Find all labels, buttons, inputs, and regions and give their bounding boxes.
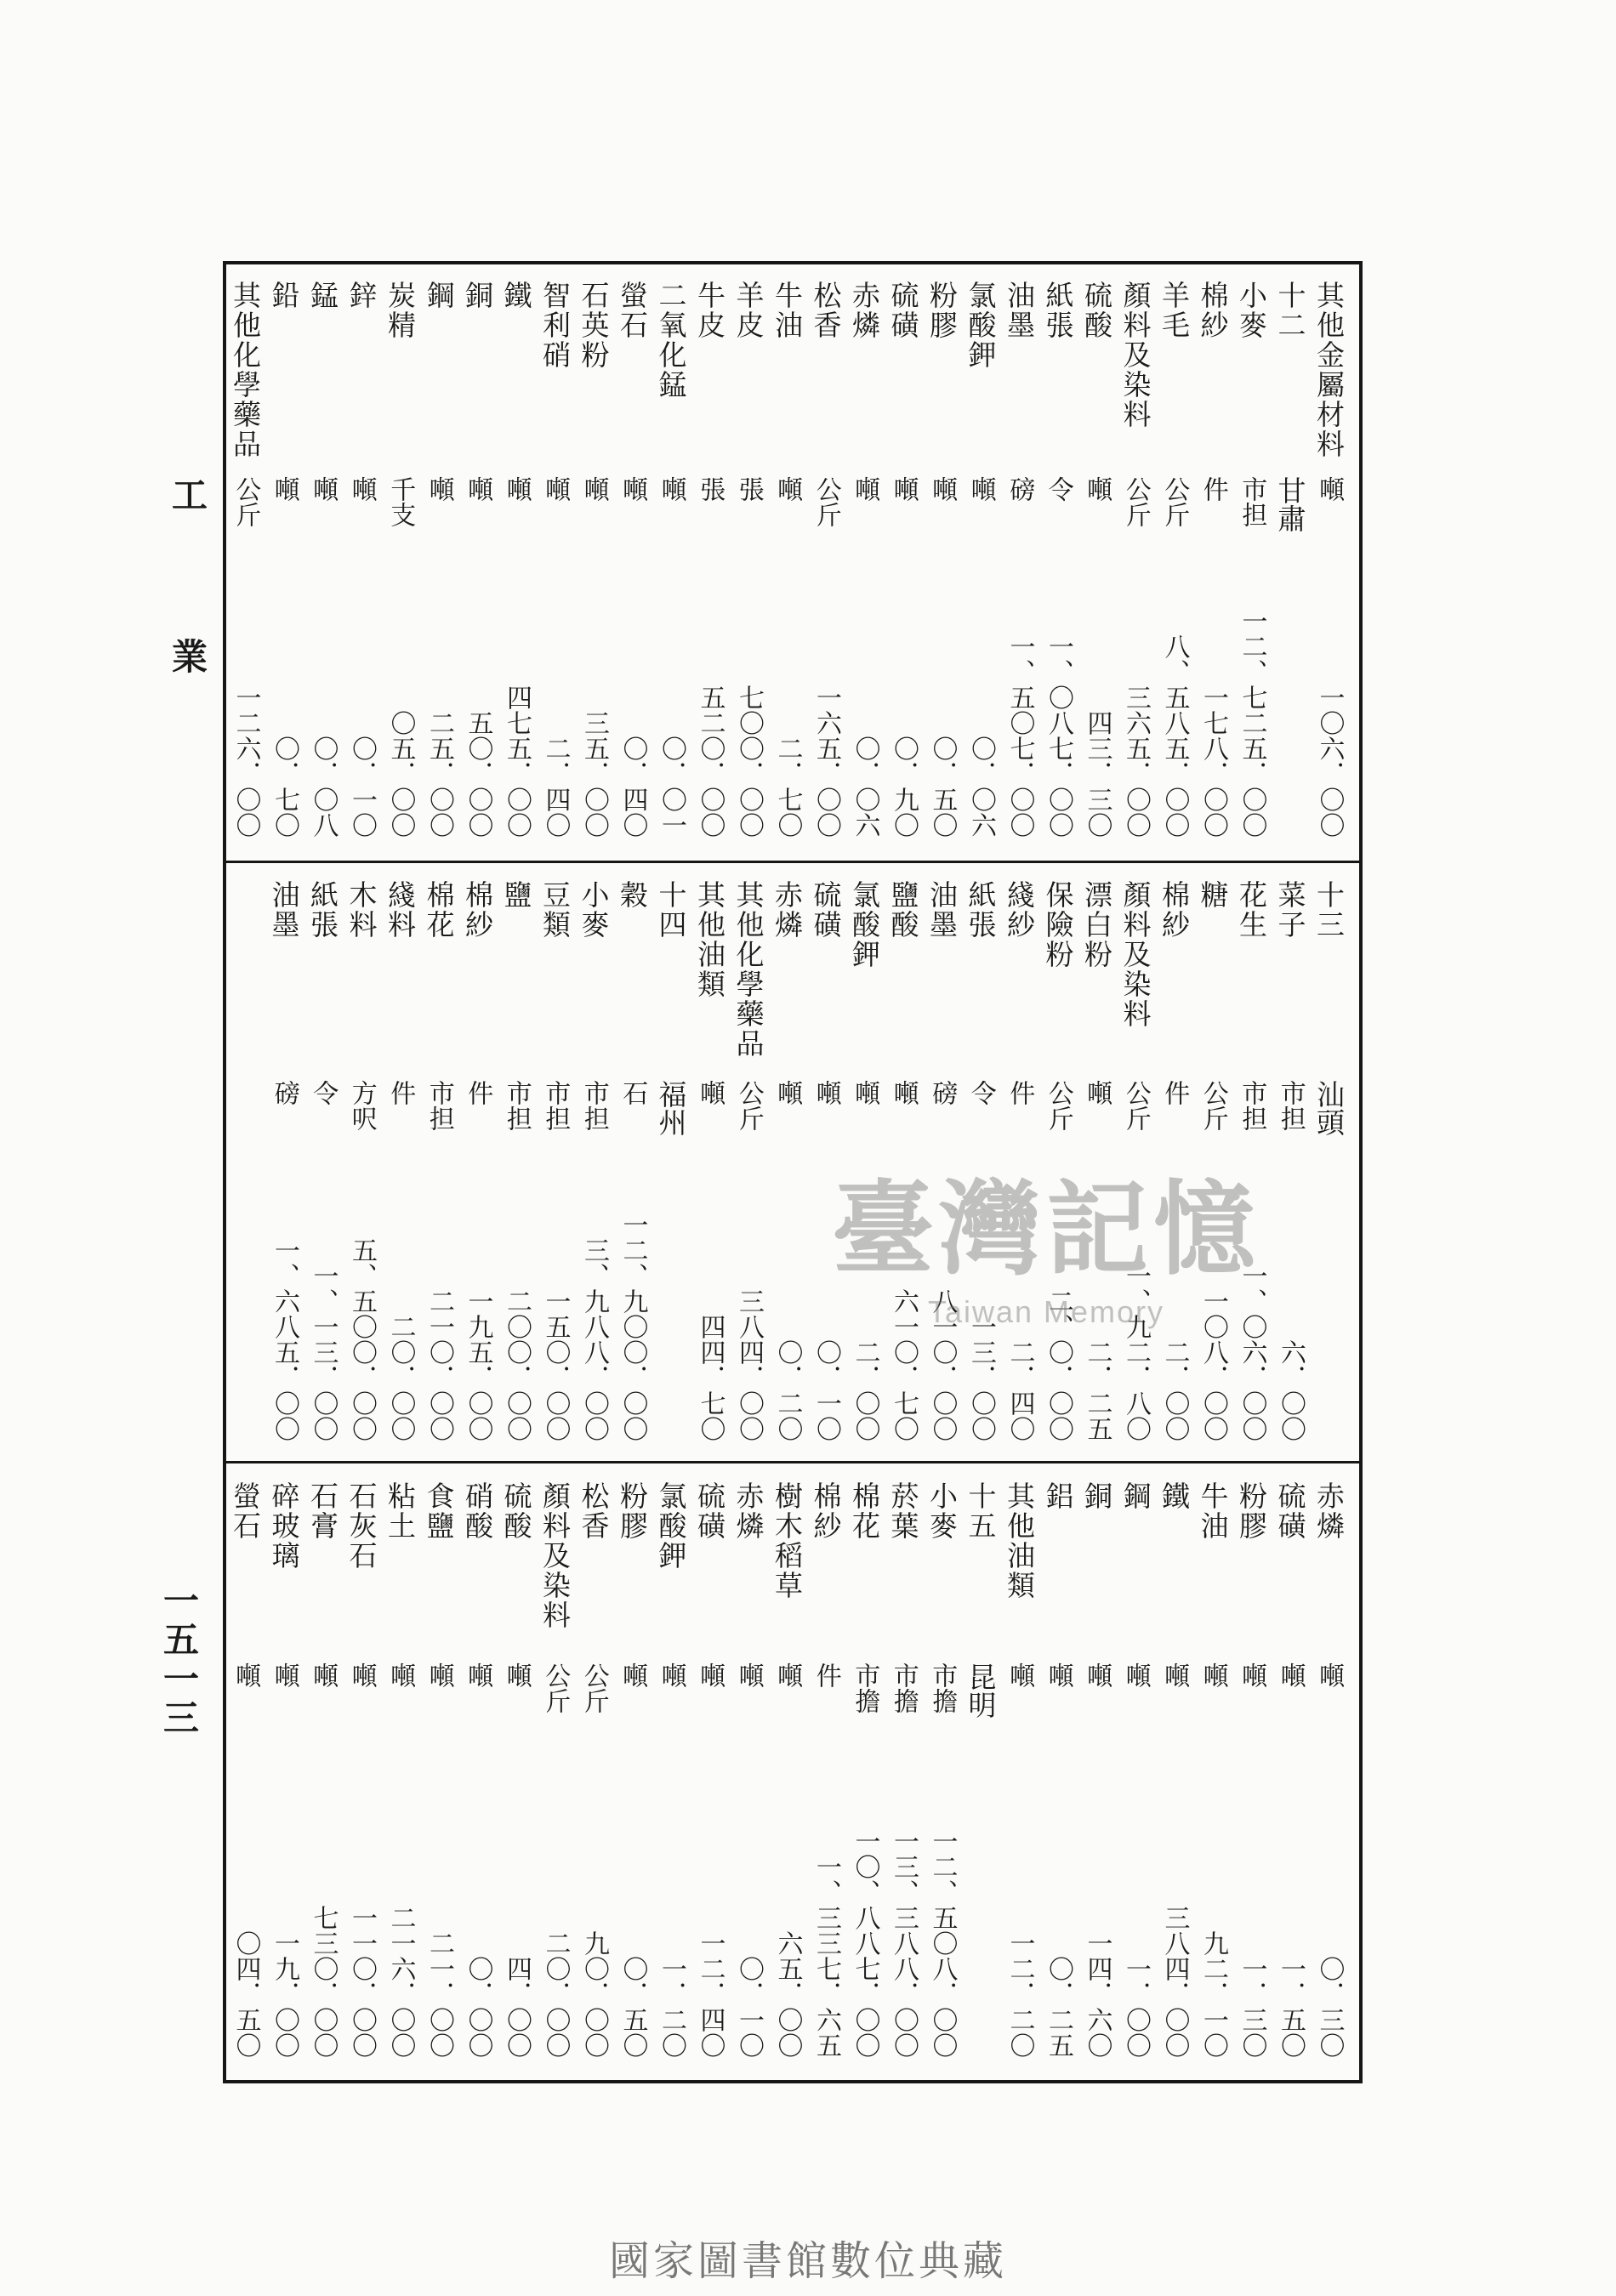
item-name: 石膏 [306, 1481, 339, 1541]
item-value: 三六五．〇〇 [1121, 685, 1151, 838]
item-unit: 公斤 [811, 476, 841, 527]
item-name: 花生 [1235, 880, 1268, 940]
item-value: 〇．〇六 [850, 736, 880, 838]
item-name: 小麥 [1235, 281, 1268, 340]
item-name: 碎玻璃 [267, 1481, 301, 1571]
item-value: 一．二〇 [657, 1956, 686, 2058]
item-name: 綫紗 [1003, 880, 1036, 940]
item-value: 一一〇．〇〇 [347, 1905, 377, 2058]
item-value: 一二六．〇〇 [230, 685, 261, 838]
item-unit: 噸 [617, 476, 648, 502]
item-value: 六．〇〇 [1276, 1339, 1306, 1441]
item-unit: 張 [733, 476, 764, 502]
item-name: 糖 [1196, 880, 1230, 910]
item-name: 鹽 [499, 880, 533, 910]
item-name: 菸葉 [886, 1481, 920, 1541]
item-name: 智利硝 [538, 281, 572, 370]
item-name: 鋁 [1041, 1481, 1075, 1511]
item-name: 羊毛 [1158, 281, 1191, 340]
item-unit: 市担 [1237, 1080, 1267, 1131]
item-value: 〇．〇〇 [463, 1956, 493, 2058]
item-unit: 噸 [1159, 1662, 1190, 1688]
item-unit: 噸 [772, 1080, 803, 1105]
item-name: 棉紗 [461, 880, 494, 940]
item-name: 顏料及染料 [1118, 880, 1152, 1029]
item-value: 二、〇．〇〇 [1044, 1288, 1073, 1441]
item-name: 氯酸鉀 [848, 880, 881, 969]
item-name: 其他油類 [1003, 1481, 1036, 1600]
item-value: 一、〇八七．〇〇 [1044, 634, 1073, 838]
item-value: 一五〇．〇〇 [540, 1288, 571, 1441]
item-name: 紙張 [964, 880, 998, 940]
item-unit: 噸 [888, 1080, 919, 1105]
item-value: 一．〇〇 [1121, 1956, 1151, 2058]
item-value: 〇．九〇 [889, 736, 919, 838]
item-value: 一．五〇 [1276, 1956, 1306, 2058]
item-unit: 噸 [695, 1662, 725, 1688]
item-name: 赤燐 [1312, 1481, 1346, 1541]
item-unit: 磅 [269, 1080, 299, 1105]
item-unit: 公斤 [540, 1662, 571, 1713]
item-value: 三五．〇〇 [579, 710, 609, 838]
item-unit: 件 [811, 1662, 841, 1688]
item-value: 一二、五〇八．〇〇 [927, 1828, 958, 2058]
region-number: 十五 [964, 1481, 998, 1541]
item-name: 螢石 [616, 281, 649, 340]
item-unit: 噸 [230, 1662, 261, 1688]
item-value: 一二．四〇 [695, 1930, 725, 2058]
item-name: 穀 [616, 880, 649, 910]
side-label-mid: 業 [167, 638, 208, 673]
item-name: 氯酸鉀 [654, 1481, 688, 1571]
item-value: 一三．〇〇 [966, 1314, 996, 1441]
item-unit: 令 [1043, 476, 1073, 502]
item-unit: 方呎 [346, 1080, 377, 1131]
item-name: 菜子 [1273, 880, 1307, 940]
item-unit: 公斤 [1198, 1080, 1228, 1131]
watermark-subtitle: Taiwan Memory [927, 1294, 1165, 1329]
item-value: 五二〇．〇〇 [695, 685, 725, 838]
item-value: 一、五〇七．〇〇 [1004, 634, 1035, 838]
region-number: 十四 [654, 880, 688, 940]
item-value: 一、九二．八〇 [1121, 1263, 1151, 1441]
item-name: 硝酸 [461, 1481, 494, 1541]
item-unit: 噸 [1198, 1662, 1228, 1688]
item-name: 銅 [461, 281, 494, 310]
item-value: 〇．二五 [1044, 1956, 1073, 2058]
item-name: 硫酸 [499, 1481, 533, 1541]
item-unit: 噸 [1314, 1662, 1345, 1688]
item-value: 二〇．〇〇 [540, 1930, 571, 2058]
item-unit: 噸 [1314, 476, 1345, 502]
item-value: 一、〇六．〇〇 [1237, 1263, 1267, 1441]
item-value: 〇．一〇 [811, 1339, 841, 1441]
item-value: 四四．七〇 [695, 1314, 725, 1441]
item-unit: 噸 [424, 1662, 454, 1688]
item-name: 豆類 [538, 880, 572, 940]
item-value: 七三〇．〇〇 [308, 1905, 339, 2058]
item-name: 小麥 [925, 1481, 959, 1541]
item-unit: 噸 [695, 1080, 725, 1105]
item-unit: 噸 [656, 1662, 686, 1688]
item-name: 木料 [344, 880, 378, 940]
region-number: 十三 [1312, 880, 1346, 940]
item-value: 二〇〇．〇〇 [502, 1288, 532, 1441]
item-value: 一、一三．〇〇 [308, 1263, 339, 1441]
item-name: 棉紗 [809, 1481, 843, 1541]
item-value: 〇．〇六 [966, 736, 996, 838]
region-name: 汕頭 [1312, 1080, 1346, 1136]
item-unit: 噸 [965, 476, 996, 502]
item-value: 五〇．〇〇 [463, 710, 493, 838]
item-value: 二．四〇 [540, 736, 571, 838]
item-value: 一二．二〇 [1004, 1930, 1035, 2058]
item-name: 硫磺 [886, 281, 920, 340]
item-unit: 噸 [733, 1662, 764, 1688]
item-unit: 公斤 [1120, 1080, 1151, 1131]
item-value: 一〇六．〇〇 [1314, 685, 1345, 838]
item-name: 食鹽 [422, 1481, 456, 1541]
item-unit: 噸 [656, 476, 686, 502]
item-name: 硫磺 [693, 1481, 726, 1541]
item-name: 松香 [577, 1481, 611, 1541]
item-unit: 市担 [1237, 476, 1267, 527]
footer-archive-label: 國家圖書館數位典藏 [608, 2237, 1007, 2285]
item-unit: 噸 [1120, 1662, 1151, 1688]
table-row [222, 1481, 269, 2058]
item-name: 炭精 [384, 281, 417, 340]
item-value: 〇．七〇 [270, 736, 299, 838]
item-name: 粉膠 [616, 1481, 649, 1541]
item-unit: 件 [463, 1080, 493, 1105]
item-unit: 石 [617, 1080, 648, 1105]
item-name: 硫酸 [1080, 281, 1113, 340]
item-unit: 公斤 [1043, 1080, 1073, 1131]
item-name: 牛油 [1196, 1481, 1230, 1541]
table-row [261, 880, 308, 1441]
item-unit: 磅 [1004, 476, 1035, 502]
item-name: 棉紗 [1158, 880, 1191, 940]
item-unit: 件 [1004, 1080, 1035, 1105]
item-unit: 噸 [308, 1662, 339, 1688]
item-value: 〇．〇一 [657, 736, 686, 838]
section-divider [223, 1461, 1363, 1463]
item-name: 硫磺 [1273, 1481, 1307, 1541]
item-name: 鋅 [344, 281, 378, 310]
item-unit: 市担 [578, 1080, 609, 1131]
item-value: 六一〇．七〇 [889, 1288, 919, 1441]
item-value: 一．三〇 [1237, 1956, 1267, 2058]
item-unit: 市擔 [888, 1662, 919, 1713]
item-unit: 噸 [772, 476, 803, 502]
item-unit: 噸 [346, 476, 377, 502]
item-unit: 令 [965, 1080, 996, 1105]
item-name: 銅 [1080, 1481, 1113, 1511]
item-unit: 公斤 [1120, 476, 1151, 527]
item-name: 赤燐 [731, 1481, 765, 1541]
item-name: 錳 [306, 281, 339, 310]
item-value: 一九．〇〇 [270, 1930, 299, 2058]
item-name: 油墨 [1003, 281, 1036, 340]
item-unit: 噸 [463, 476, 493, 502]
item-name: 石英粉 [577, 281, 611, 370]
region-number: 十二 [1273, 281, 1307, 340]
item-value: 二一．〇〇 [424, 1930, 454, 2058]
table-row [222, 281, 269, 838]
item-value: 一〇八．〇〇 [1198, 1288, 1228, 1441]
item-name: 顏料及染料 [538, 1481, 572, 1630]
item-name: 松香 [809, 281, 843, 340]
item-value: 〇．三〇 [1314, 1956, 1345, 2058]
item-unit: 市担 [1275, 1080, 1306, 1131]
item-value: 二一〇．〇〇 [424, 1288, 454, 1441]
item-value: 一、六八五．〇〇 [270, 1237, 299, 1441]
item-value: 七〇〇．〇〇 [734, 685, 764, 838]
item-name: 粉膠 [925, 281, 959, 340]
item-value: 二．〇〇 [850, 1339, 880, 1441]
item-name: 其他化學藥品 [229, 281, 262, 459]
item-unit: 噸 [1004, 1662, 1035, 1688]
item-name: 鋼 [422, 281, 456, 310]
item-name: 樹木稻草 [771, 1481, 804, 1600]
item-unit: 噸 [1082, 476, 1112, 502]
item-unit: 噸 [501, 476, 532, 502]
item-value: 四三．三〇 [1082, 710, 1112, 838]
item-unit: 噸 [1082, 1080, 1112, 1105]
item-unit: 噸 [578, 476, 609, 502]
item-unit: 張 [695, 476, 725, 502]
item-value: 一二、九〇〇．〇〇 [617, 1212, 648, 1441]
item-name: 牛皮 [693, 281, 726, 340]
item-value: 三、九八八．〇〇 [579, 1237, 609, 1441]
item-name: 粉膠 [1235, 1481, 1268, 1541]
item-name: 其他金屬材料 [1312, 281, 1346, 459]
item-value: 一七八．〇〇 [1198, 685, 1228, 838]
region-name: 福州 [654, 1080, 688, 1136]
item-unit: 市担 [540, 1080, 571, 1131]
item-unit: 噸 [463, 1662, 493, 1688]
item-name: 漂白粉 [1080, 880, 1113, 969]
item-name: 保險粉 [1041, 880, 1075, 969]
item-name: 小麥 [577, 880, 611, 940]
item-value: 〇．一〇 [734, 1956, 764, 2058]
item-value: 一二、七二五．〇〇 [1237, 608, 1267, 838]
item-unit: 噸 [1082, 1662, 1112, 1688]
item-value: 二五．〇〇 [424, 710, 454, 838]
item-value: 一四．六〇 [1082, 1930, 1112, 2058]
item-value: 四．〇〇 [502, 1956, 532, 2058]
item-name: 棉花 [422, 880, 456, 940]
item-unit: 公斤 [1159, 476, 1190, 527]
item-value: 四七五．〇〇 [502, 685, 532, 838]
section-divider [223, 861, 1363, 863]
item-name: 其他油類 [693, 880, 726, 999]
item-value: 一九五．〇〇 [463, 1288, 493, 1441]
item-name: 鋼 [1118, 1481, 1152, 1511]
item-unit: 噸 [501, 1662, 532, 1688]
item-unit: 噸 [269, 476, 299, 502]
item-unit: 件 [1159, 1080, 1190, 1105]
item-value: 〇五．〇〇 [385, 710, 416, 838]
item-name: 其他化學藥品 [731, 880, 765, 1059]
item-value: 九二．一〇 [1198, 1930, 1228, 2058]
item-name: 紙張 [1041, 281, 1075, 340]
item-unit: 市擔 [927, 1662, 958, 1713]
item-value: 〇．五〇 [617, 1956, 648, 2058]
item-unit: 噸 [850, 476, 880, 502]
item-name: 石灰石 [344, 1481, 378, 1571]
item-value: 一三、三八八．〇〇 [889, 1828, 919, 2058]
item-value: 〇．四〇 [617, 736, 648, 838]
item-value: 二．〇〇 [1159, 1339, 1190, 1441]
item-name: 羊皮 [731, 281, 765, 340]
item-name: 赤燐 [848, 281, 881, 340]
watermark [791, 1148, 1301, 1330]
item-name: 牛油 [771, 281, 804, 340]
item-value: 一六五．〇〇 [811, 685, 841, 838]
side-label-top: 工 [167, 476, 208, 512]
item-unit: 公斤 [230, 476, 261, 527]
item-unit: 噸 [811, 1080, 841, 1105]
item-name: 鐵 [499, 281, 533, 310]
item-unit: 噸 [772, 1662, 803, 1688]
item-value: 三八四．〇〇 [1159, 1905, 1190, 2058]
item-unit: 磅 [927, 1080, 958, 1105]
item-name: 二氧化錳 [654, 281, 688, 400]
item-unit: 市擔 [850, 1662, 880, 1713]
watermark-title: 臺灣記憶 [832, 1169, 1260, 1289]
item-unit: 噸 [540, 476, 571, 502]
item-unit: 件 [1198, 476, 1228, 502]
item-value: 六五．〇〇 [772, 1930, 803, 2058]
item-value: 〇四．五〇 [230, 1930, 261, 2058]
item-unit: 噸 [269, 1662, 299, 1688]
item-unit: 噸 [385, 1662, 416, 1688]
item-name: 螢石 [229, 1481, 262, 1541]
item-value: 〇．二〇 [772, 1339, 803, 1441]
item-value: 八一〇．〇〇 [927, 1288, 958, 1441]
item-unit: 噸 [927, 476, 958, 502]
item-value: 〇．一〇 [347, 736, 377, 838]
item-name: 紙張 [306, 880, 339, 940]
item-value: 一〇、八八七．〇〇 [850, 1828, 880, 2058]
item-name: 氯酸鉀 [964, 281, 998, 370]
item-value: 二一六．〇〇 [385, 1905, 416, 2058]
item-name: 棉花 [848, 1481, 881, 1541]
item-unit: 千支 [385, 476, 416, 527]
item-unit: 市担 [501, 1080, 532, 1131]
item-name: 綫料 [384, 880, 417, 940]
item-name: 粘土 [384, 1481, 417, 1541]
item-unit: 噸 [1275, 1662, 1306, 1688]
item-value: 二〇．〇〇 [385, 1314, 416, 1441]
item-unit: 噸 [346, 1662, 377, 1688]
item-unit: 噸 [617, 1662, 648, 1688]
item-value: 九〇．〇〇 [579, 1930, 609, 2058]
item-name: 鹽酸 [886, 880, 920, 940]
item-value: 八、五八五．〇〇 [1159, 634, 1190, 838]
item-name: 顏料及染料 [1118, 281, 1152, 429]
item-value: 二．七〇 [772, 736, 803, 838]
item-value: 五、五〇〇．〇〇 [347, 1237, 377, 1441]
item-unit: 市担 [424, 1080, 454, 1131]
item-value: 三八四．〇〇 [734, 1288, 764, 1441]
item-unit: 噸 [888, 476, 919, 502]
item-unit: 噸 [308, 476, 339, 502]
item-value: 〇．〇八 [308, 736, 339, 838]
item-unit: 令 [308, 1080, 339, 1105]
region-name: 甘肅 [1273, 476, 1307, 532]
item-unit: 公斤 [733, 1080, 764, 1131]
item-name: 棉紗 [1196, 281, 1230, 340]
item-unit: 噸 [850, 1080, 880, 1105]
item-name: 赤燐 [771, 880, 804, 940]
item-unit: 噸 [1043, 1662, 1073, 1688]
item-unit: 件 [385, 1080, 416, 1105]
page-number: 一五一三 [158, 1582, 200, 1738]
item-name: 鉛 [267, 281, 301, 310]
item-unit: 公斤 [578, 1662, 609, 1713]
item-value: 一、三三七．六五 [811, 1854, 841, 2058]
item-unit: 噸 [1237, 1662, 1267, 1688]
item-value: 〇．五〇 [927, 736, 958, 838]
item-name: 油墨 [267, 880, 301, 940]
item-unit: 噸 [424, 476, 454, 502]
region-name: 昆明 [964, 1662, 998, 1719]
item-name: 油墨 [925, 880, 959, 940]
item-value: 二．二五 [1082, 1339, 1112, 1441]
item-name: 硫磺 [809, 880, 843, 940]
item-name: 鐵 [1158, 1481, 1191, 1511]
item-value: 二．四〇 [1004, 1339, 1035, 1441]
